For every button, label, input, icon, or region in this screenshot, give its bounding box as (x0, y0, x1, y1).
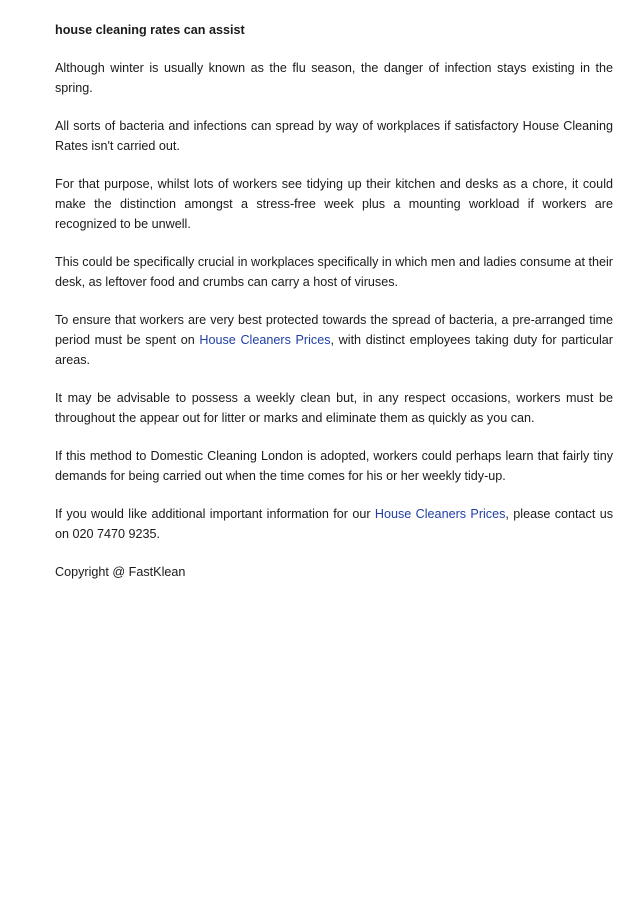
paragraph-5 (55, 310, 613, 370)
paragraph-6: It may be advisable to possess a weekly clean but, in any respect occasions, workers must be throughout the appear out for litter or marks and eliminate them as quickly as you can. (55, 391, 613, 425)
paragraph-7: If this method to Domestic Cleaning London is adopted, workers could perhaps learn that fairly tiny demands for being carried out when the time comes for his or her weekly tidy-up. (55, 449, 613, 483)
paragraph-1: Although winter is usually known as the flu season, the danger of infection stays existing in the spring. (55, 61, 613, 95)
page-title: house cleaning rates can assist (55, 23, 245, 37)
paragraph-5-text-before: To ensure that workers are very best protected towards the spread of bacteria, a pre-arranged time period must be spent on (55, 313, 613, 347)
paragraph-2: All sorts of bacteria and infections can spread by way of workplaces if satisfactory House Cleaning Rates isn't carried out. (55, 119, 613, 153)
paragraph-3: For that purpose, whilst lots of workers see tidying up their kitchen and desks as a chore, it could make the distinction amongst a stress-free week plus a mounting workload if workers are recognized to be unwell. (55, 177, 613, 231)
house-cleaners-prices-link[interactable]: House Cleaners Prices (199, 333, 331, 347)
paragraph-8-text-before: If you would like additional important information for our (55, 507, 375, 521)
paragraph-8-text-after: , please contact us on 020 7470 9235. (55, 507, 613, 541)
document-page (55, 20, 613, 600)
paragraph-8 (55, 504, 613, 544)
house-cleaners-prices-link-2[interactable]: House Cleaners Prices (374, 507, 506, 521)
copyright-line: Copyright @ FastKlean (55, 565, 186, 579)
paragraph-5-text-after: , with distinct employees taking duty for particular areas. (55, 333, 613, 367)
paragraph-4: This could be specifically crucial in workplaces specifically in which men and ladies consume at their desk, as leftover food and crumbs can carry a host of viruses. (55, 255, 613, 289)
